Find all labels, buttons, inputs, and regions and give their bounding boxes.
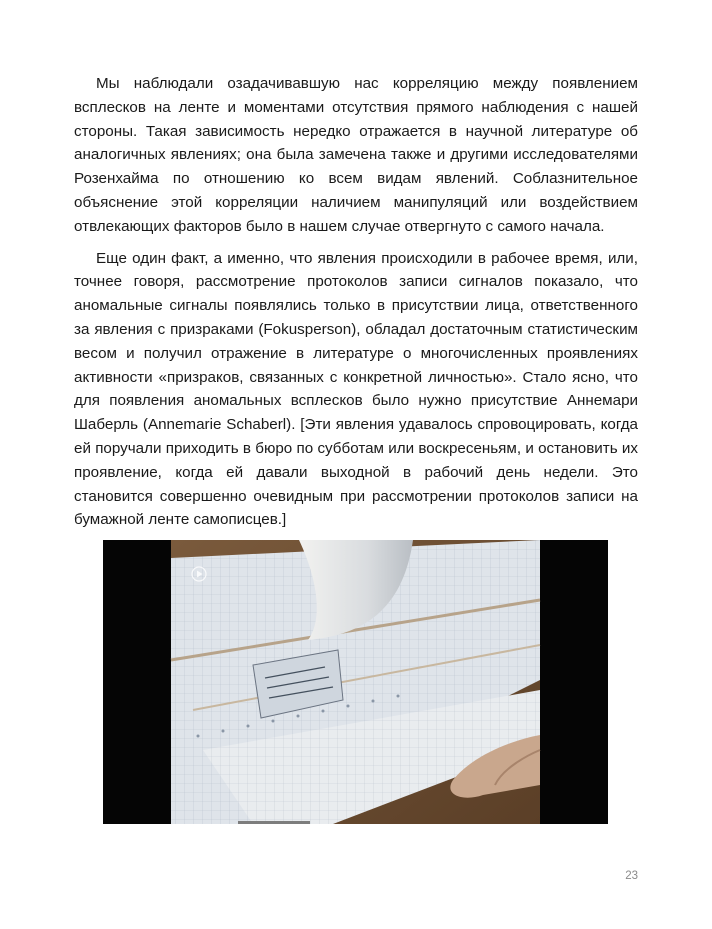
video-still-image	[103, 540, 608, 824]
paragraph-2: Еще один факт, а именно, что явления происходили в рабочее время, или, точнее говоря, рассмотрение протоколов записи сигналов показало, что аномальные сигналы появлялись только в присутствии лица, ответственного за явления с призраками (Fokusperson), обладал достаточным статистическим весом и получил отражение в литературе о многочисленных проявлениях активности «призраков, связанных с конкретной личностью». Стало ясно, что для появления аномальных всплесков было нужно присутствие Аннемари Шаберль (Annemarie Schaberl). [Эти явления удавалось спровоцировать, когда ей поручали приходить в бюро по субботам или воскресеньям, и остановить их проявление, когда ей давали выходной в рабочий день недели. Это становится совершенно очевидным при рассмотрении протоколов записи на бумажной ленте самописцев.]	[74, 249, 638, 529]
play-icon[interactable]	[191, 566, 207, 582]
page-number: 23	[625, 870, 638, 882]
paragraph-1: Мы наблюдали озадачивавшую нас корреляцию между появлением всплесков на ленте и моментами отсутствия прямого наблюдения с нашей стороны. Такая зависимость нередко отражается в научной литературе об аналогичных явлениях; она была замечена также и другими исследователями Розенхайма по отношению ко всем видам явлений. Соблазнительное объяснение этой корреляции наличием манипуляций или воздействием отвлекающих факторов было в нашем случае отвергнуто с самого начала.	[74, 75, 638, 235]
body-text	[74, 72, 638, 540]
chart-recorder-video-frame	[103, 540, 608, 824]
